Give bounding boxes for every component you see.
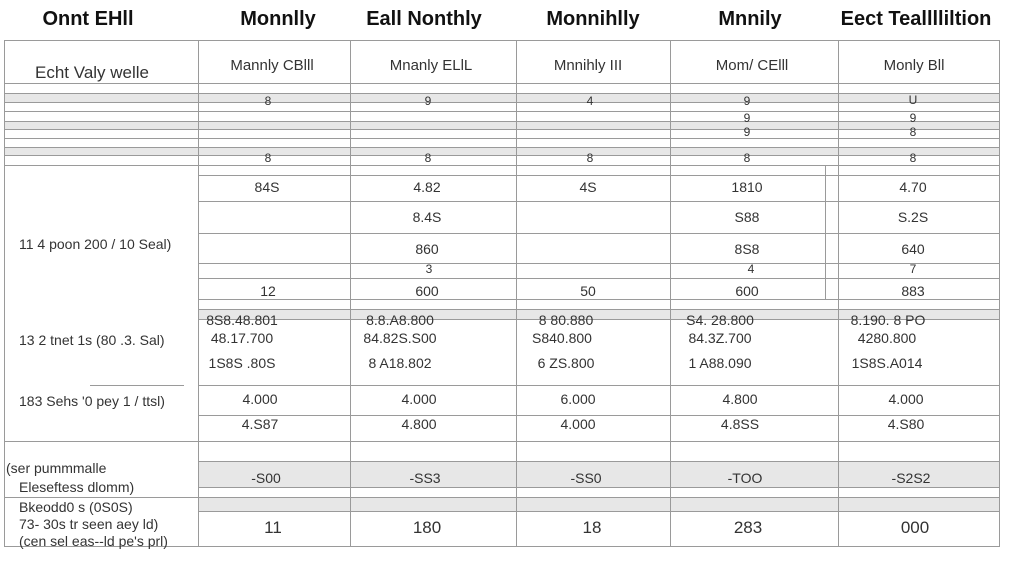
band-shade — [199, 497, 999, 511]
table-cell: 1S8S .80S — [208, 355, 276, 371]
table-cell: 8 — [264, 94, 272, 108]
table-cell: S.2S — [897, 209, 929, 225]
table-cell: 84.3Z.700 — [688, 330, 752, 346]
table-border — [199, 175, 999, 176]
table-border — [4, 40, 5, 547]
table-cell: 6.000 — [560, 391, 596, 407]
table-cell: -SS0 — [570, 470, 602, 486]
table-cell: -SS3 — [409, 470, 441, 486]
table-cell: 4.82 — [413, 179, 441, 195]
table-cell: 8.8.A8.800 — [366, 312, 434, 328]
table-border — [199, 511, 999, 512]
table-cell: 11 — [264, 518, 282, 537]
row-label: 73- 30s tr seen aey ld) — [19, 516, 159, 532]
band-shade — [5, 93, 999, 102]
top-title-2: Monnlly — [240, 8, 316, 30]
table-cell: 84S — [254, 179, 280, 195]
table-border — [199, 385, 999, 386]
table-cell: 6 ZS.800 — [537, 355, 595, 371]
table-cell: 8 — [264, 151, 272, 165]
table-border — [4, 165, 1000, 166]
table-border — [4, 102, 1000, 103]
top-title-5: Mnnily — [718, 8, 782, 30]
table-border — [199, 263, 999, 264]
table-cell: 84.82S.S00 — [363, 330, 437, 346]
table-cell: 1 A88.090 — [688, 355, 752, 371]
table-border — [4, 147, 1000, 148]
table-border — [199, 201, 999, 202]
table-cell: 9 — [743, 94, 751, 108]
table-border — [199, 487, 999, 488]
table-cell: 9 — [743, 111, 751, 125]
table-cell: 4.000 — [560, 416, 596, 432]
table-cell: 4.000 — [401, 391, 437, 407]
column-header: Mnnihly III — [553, 57, 623, 74]
row-label: (cen sel eas--ld pe's prl) — [19, 533, 168, 549]
table-cell: 9 — [743, 125, 751, 139]
table-border — [4, 111, 1000, 112]
table-cell: 3 — [425, 262, 433, 276]
column-header: Monly Bll — [883, 57, 945, 74]
band-shade — [5, 147, 999, 155]
table-border — [4, 129, 1000, 130]
row-label: 11 4 poon 200 / 10 Seal) — [19, 236, 172, 252]
table-border — [4, 40, 1000, 41]
table-cell: 4.800 — [722, 391, 758, 407]
table-border — [4, 138, 1000, 139]
table-cell: U — [908, 93, 918, 107]
table-cell: 8.190. 8 PO — [850, 312, 926, 328]
row-label: Eleseftess dlomm) — [19, 479, 135, 495]
table-border — [4, 497, 1000, 498]
table-border — [199, 233, 999, 234]
table-border — [670, 40, 671, 547]
table-cell: 4.000 — [242, 391, 278, 407]
table-cell: -TOO — [727, 470, 763, 486]
table-cell: 600 — [415, 283, 439, 299]
table-cell: 180 — [412, 518, 442, 537]
table-cell: 8.4S — [412, 209, 442, 225]
top-title-4: Monnihlly — [546, 8, 640, 30]
table-cell: S4. 28.800 — [686, 312, 754, 328]
table-cell: 4.800 — [401, 416, 437, 432]
table-cell: 000 — [900, 518, 930, 537]
table-cell: 4.000 — [888, 391, 924, 407]
table-border — [4, 441, 1000, 442]
table-border — [199, 309, 999, 310]
table-cell: 1810 — [731, 179, 763, 195]
table-border — [90, 385, 184, 386]
table-cell: 4.S87 — [241, 416, 279, 432]
column-header: Mannly CBlll — [230, 57, 314, 74]
table-border — [350, 40, 351, 547]
table-cell: 4280.800 — [857, 330, 917, 346]
table-cell: 8S8.48.801 — [206, 312, 278, 328]
table-cell: 7 — [909, 262, 917, 276]
table-cell: 8 — [743, 151, 751, 165]
table-cell: 50 — [580, 283, 596, 299]
table-cell: 4.70 — [899, 179, 927, 195]
table-cell: 283 — [733, 518, 763, 537]
table-cell: 860 — [415, 241, 439, 257]
table-cell: 8 — [909, 151, 917, 165]
table-border — [199, 461, 999, 462]
table-cell: 4.S80 — [887, 416, 925, 432]
top-title-1: Onnt EHll — [42, 8, 134, 30]
table-border — [999, 40, 1000, 547]
table-cell: 640 — [901, 241, 925, 257]
table-cell: 600 — [735, 283, 759, 299]
table-border — [4, 155, 1000, 156]
table-cell: 8 — [909, 125, 917, 139]
top-title-3: Eall Nonthly — [366, 8, 482, 30]
header-row-label: Echt Valy welle — [35, 63, 150, 82]
band-shade — [5, 121, 999, 129]
table-border — [199, 278, 999, 279]
table-border — [825, 165, 826, 299]
table-border — [4, 83, 1000, 84]
row-label: Bkeodd0 s (0S0S) — [19, 499, 133, 515]
table-border — [199, 415, 999, 416]
table-border — [4, 121, 1000, 122]
table-border — [199, 299, 999, 300]
row-label: (ser pummmalle — [6, 460, 107, 476]
table-cell: 8S8 — [734, 241, 760, 257]
table-cell: 9 — [909, 111, 917, 125]
table-border — [838, 40, 839, 547]
table-cell: 8 A18.802 — [368, 355, 432, 371]
table-cell: S88 — [734, 209, 760, 225]
table-cell: 9 — [424, 94, 432, 108]
column-header: Mnanly ELlL — [389, 57, 473, 74]
table-cell: 8 — [586, 151, 594, 165]
table-cell: 883 — [901, 283, 925, 299]
column-header: Mom/ CElll — [715, 57, 789, 74]
table-cell: 4 — [586, 94, 594, 108]
table-cell: 4 — [747, 262, 755, 276]
table-cell: 4.8SS — [720, 416, 760, 432]
top-title-6: Eect Tealllliltion — [840, 8, 992, 30]
row-label: 183 Sehs '0 pey 1 / ttsl) — [19, 393, 165, 409]
table-cell: S840.800 — [532, 330, 592, 346]
table-cell: -S2S2 — [891, 470, 931, 486]
row-label: 13 2 tnet 1s (80 .3. Sal) — [19, 332, 165, 348]
table-cell: 8 80.880 — [538, 312, 594, 328]
table-cell: -S00 — [251, 470, 281, 486]
table-cell: 18 — [582, 518, 602, 537]
table-border — [198, 40, 199, 547]
table-cell: 4S — [579, 179, 597, 195]
table-border — [4, 93, 1000, 94]
table-cell: 48.17.700 — [210, 330, 274, 346]
table-cell: 1S8S.A014 — [851, 355, 923, 371]
table-cell: 8 — [424, 151, 432, 165]
table-cell: 12 — [260, 283, 276, 299]
table-border — [516, 40, 517, 547]
